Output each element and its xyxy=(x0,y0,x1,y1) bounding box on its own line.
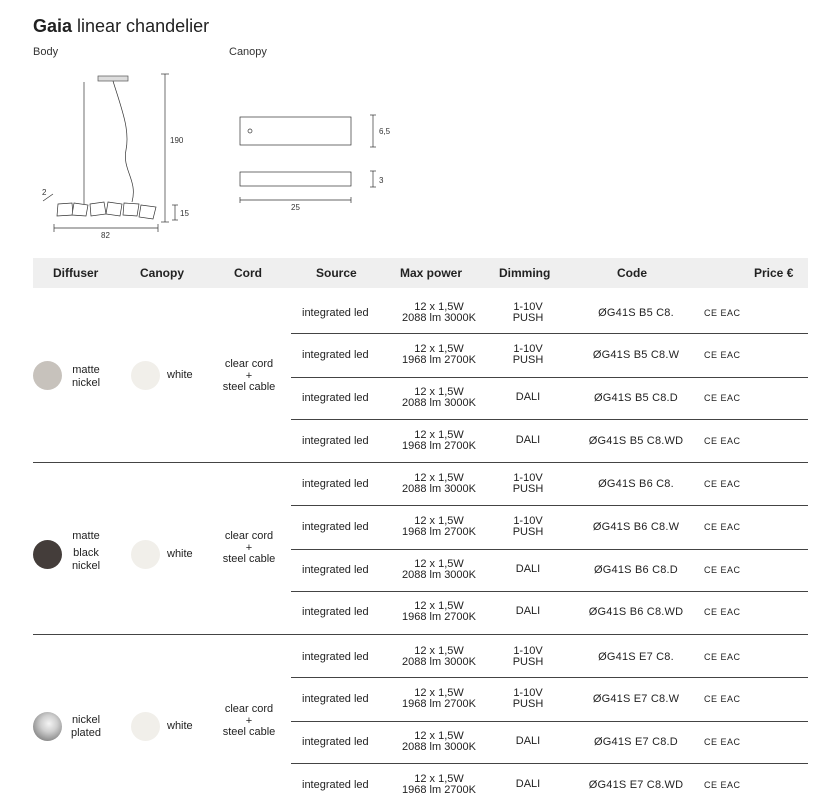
power-cell: 12 x 1,5W 1968 lm 2700K xyxy=(402,600,476,623)
canopy-swatch xyxy=(131,540,160,569)
dim-diffuser-label: 15 xyxy=(180,209,189,218)
diffuser-swatch xyxy=(33,540,62,569)
product-group xyxy=(33,291,808,463)
body-canopy-shape xyxy=(98,76,128,81)
table-row xyxy=(291,550,808,592)
dimming-cell: 1-10V PUSH xyxy=(512,343,544,366)
source-cell: integrated led xyxy=(302,307,369,319)
header-diffuser: Diffuser xyxy=(53,266,99,280)
cert-mark: CE EAC xyxy=(704,393,741,403)
header-cord: Cord xyxy=(234,266,262,280)
header-canopy: Canopy xyxy=(140,266,185,280)
diffuser-1 xyxy=(57,203,73,216)
cord-right xyxy=(113,81,133,202)
cert-mark: CE EAC xyxy=(704,522,741,532)
power-cell: 12 x 1,5W 2088 lm 3000K xyxy=(402,730,476,753)
title-bold: Gaia xyxy=(33,16,73,36)
dim-plate-h-label: 3 xyxy=(379,176,384,185)
code-cell: ØG41S E7 C8.D xyxy=(594,736,678,748)
canopy-text: white xyxy=(167,369,193,381)
canopy-text: white xyxy=(167,548,193,560)
code-cell: ØG41S B6 C8.W xyxy=(592,521,680,533)
dimming-cell: 1-10V PUSH xyxy=(512,515,544,538)
header-max-power: Max power xyxy=(400,266,463,280)
canopy-swatch xyxy=(131,361,160,390)
code-cell: ØG41S B5 C8.W xyxy=(592,349,680,361)
header-dimming: Dimming xyxy=(499,266,551,280)
cert-mark: CE EAC xyxy=(704,350,741,360)
header-price: Price € xyxy=(754,266,794,280)
diffuser-swatch xyxy=(33,712,62,741)
canopy-label: Canopy xyxy=(229,46,267,58)
cert-mark: CE EAC xyxy=(704,780,741,790)
cert-mark: CE EAC xyxy=(704,607,741,617)
source-cell: integrated led xyxy=(302,693,369,705)
code-cell: ØG41S E7 C8.WD xyxy=(588,779,684,791)
canopy-swatch xyxy=(131,712,160,741)
cert-mark: CE EAC xyxy=(704,565,741,575)
cert-mark: CE EAC xyxy=(704,308,741,318)
power-cell: 12 x 1,5W 1968 lm 2700K xyxy=(402,343,476,366)
code-cell: ØG41S B6 C8.D xyxy=(594,564,678,576)
power-cell: 12 x 1,5W 1968 lm 2700K xyxy=(402,429,476,452)
dim-width-label: 82 xyxy=(101,231,110,240)
product-group xyxy=(33,635,808,807)
power-cell: 12 x 1,5W 2088 lm 3000K xyxy=(402,386,476,409)
power-cell: 12 x 1,5W 2088 lm 3000K xyxy=(402,645,476,668)
source-cell: integrated led xyxy=(302,606,369,618)
body-label: Body xyxy=(33,46,59,58)
source-cell: integrated led xyxy=(302,564,369,576)
power-cell: 12 x 1,5W 1968 lm 2700K xyxy=(402,687,476,710)
header-source: Source xyxy=(316,266,357,280)
dimming-cell: DALI xyxy=(515,778,541,790)
table-row xyxy=(291,592,808,634)
product-group xyxy=(33,463,808,635)
table-row xyxy=(291,334,808,376)
diffuser-5 xyxy=(123,203,139,216)
diffuser-4 xyxy=(106,202,122,216)
cord-text: clear cord + steel cable xyxy=(222,358,276,393)
table-row xyxy=(291,378,808,420)
canopy-top-view xyxy=(240,117,351,145)
source-cell: integrated led xyxy=(302,651,369,663)
power-cell: 12 x 1,5W 2088 lm 3000K xyxy=(402,558,476,581)
code-cell: ØG41S B5 C8. xyxy=(598,307,674,319)
source-cell: integrated led xyxy=(302,521,369,533)
code-cell: ØG41S B6 C8.WD xyxy=(588,606,684,618)
code-cell: ØG41S E7 C8.W xyxy=(592,693,680,705)
cert-mark: CE EAC xyxy=(704,694,741,704)
dim-canopy-h-label: 6,5 xyxy=(379,127,391,136)
dimming-cell: DALI xyxy=(515,605,541,617)
dimming-cell: DALI xyxy=(515,735,541,747)
diffuser-swatch xyxy=(33,361,62,390)
table-row xyxy=(291,722,808,764)
title-rest: linear chandelier xyxy=(72,16,210,36)
source-cell: integrated led xyxy=(302,435,369,447)
code-cell: ØG41S E7 C8. xyxy=(598,651,674,663)
diffuser-2 xyxy=(72,203,88,216)
code-cell: ØG41S B6 C8. xyxy=(598,478,674,490)
table-row xyxy=(291,764,808,806)
cert-mark: CE EAC xyxy=(704,479,741,489)
diffuser-6 xyxy=(139,205,156,219)
source-cell: integrated led xyxy=(302,392,369,404)
power-cell: 12 x 1,5W 1968 lm 2700K xyxy=(402,515,476,538)
cert-mark: CE EAC xyxy=(704,436,741,446)
canopy-side-view xyxy=(240,172,351,186)
power-cell: 12 x 1,5W 1968 lm 2700K xyxy=(402,773,476,796)
power-cell: 12 x 1,5W 2088 lm 3000K xyxy=(402,472,476,495)
dimming-cell: 1-10V PUSH xyxy=(512,645,544,668)
diffuser-3 xyxy=(90,202,106,216)
power-cell: 12 x 1,5W 2088 lm 3000K xyxy=(402,301,476,324)
diffuser-text: nickel plated xyxy=(71,714,101,739)
code-cell: ØG41S B5 C8.D xyxy=(594,392,678,404)
table-row xyxy=(291,635,808,677)
table-row xyxy=(291,678,808,720)
body-drawing xyxy=(43,74,178,232)
code-cell: ØG41S B5 C8.WD xyxy=(588,435,684,447)
dim-canopy-w-label: 25 xyxy=(291,203,300,212)
dim-depth-label: 2 xyxy=(42,188,47,197)
source-cell: integrated led xyxy=(302,478,369,490)
source-cell: integrated led xyxy=(302,779,369,791)
diffuser-text: matte nickel xyxy=(71,364,101,389)
dimming-cell: DALI xyxy=(515,434,541,446)
header-code: Code xyxy=(617,266,647,280)
dimming-cell: 1-10V PUSH xyxy=(512,301,544,324)
table-row xyxy=(291,420,808,462)
cord-text: clear cord + steel cable xyxy=(222,703,276,738)
dimming-cell: DALI xyxy=(515,391,541,403)
cert-mark: CE EAC xyxy=(704,652,741,662)
table-row xyxy=(291,291,808,333)
source-cell: integrated led xyxy=(302,736,369,748)
table-row xyxy=(291,506,808,548)
diffuser-text: matte black nickel xyxy=(71,530,101,572)
technical-drawing xyxy=(0,0,817,250)
source-cell: integrated led xyxy=(302,349,369,361)
dimming-cell: 1-10V PUSH xyxy=(512,472,544,495)
cord-text: clear cord + steel cable xyxy=(222,530,276,565)
cert-mark: CE EAC xyxy=(704,737,741,747)
canopy-text: white xyxy=(167,720,193,732)
dimming-cell: DALI xyxy=(515,563,541,575)
table-row xyxy=(291,463,808,505)
dim-height-label: 190 xyxy=(170,136,184,145)
canopy-drawing xyxy=(240,115,376,203)
table-header xyxy=(33,258,808,288)
dimming-cell: 1-10V PUSH xyxy=(512,687,544,710)
